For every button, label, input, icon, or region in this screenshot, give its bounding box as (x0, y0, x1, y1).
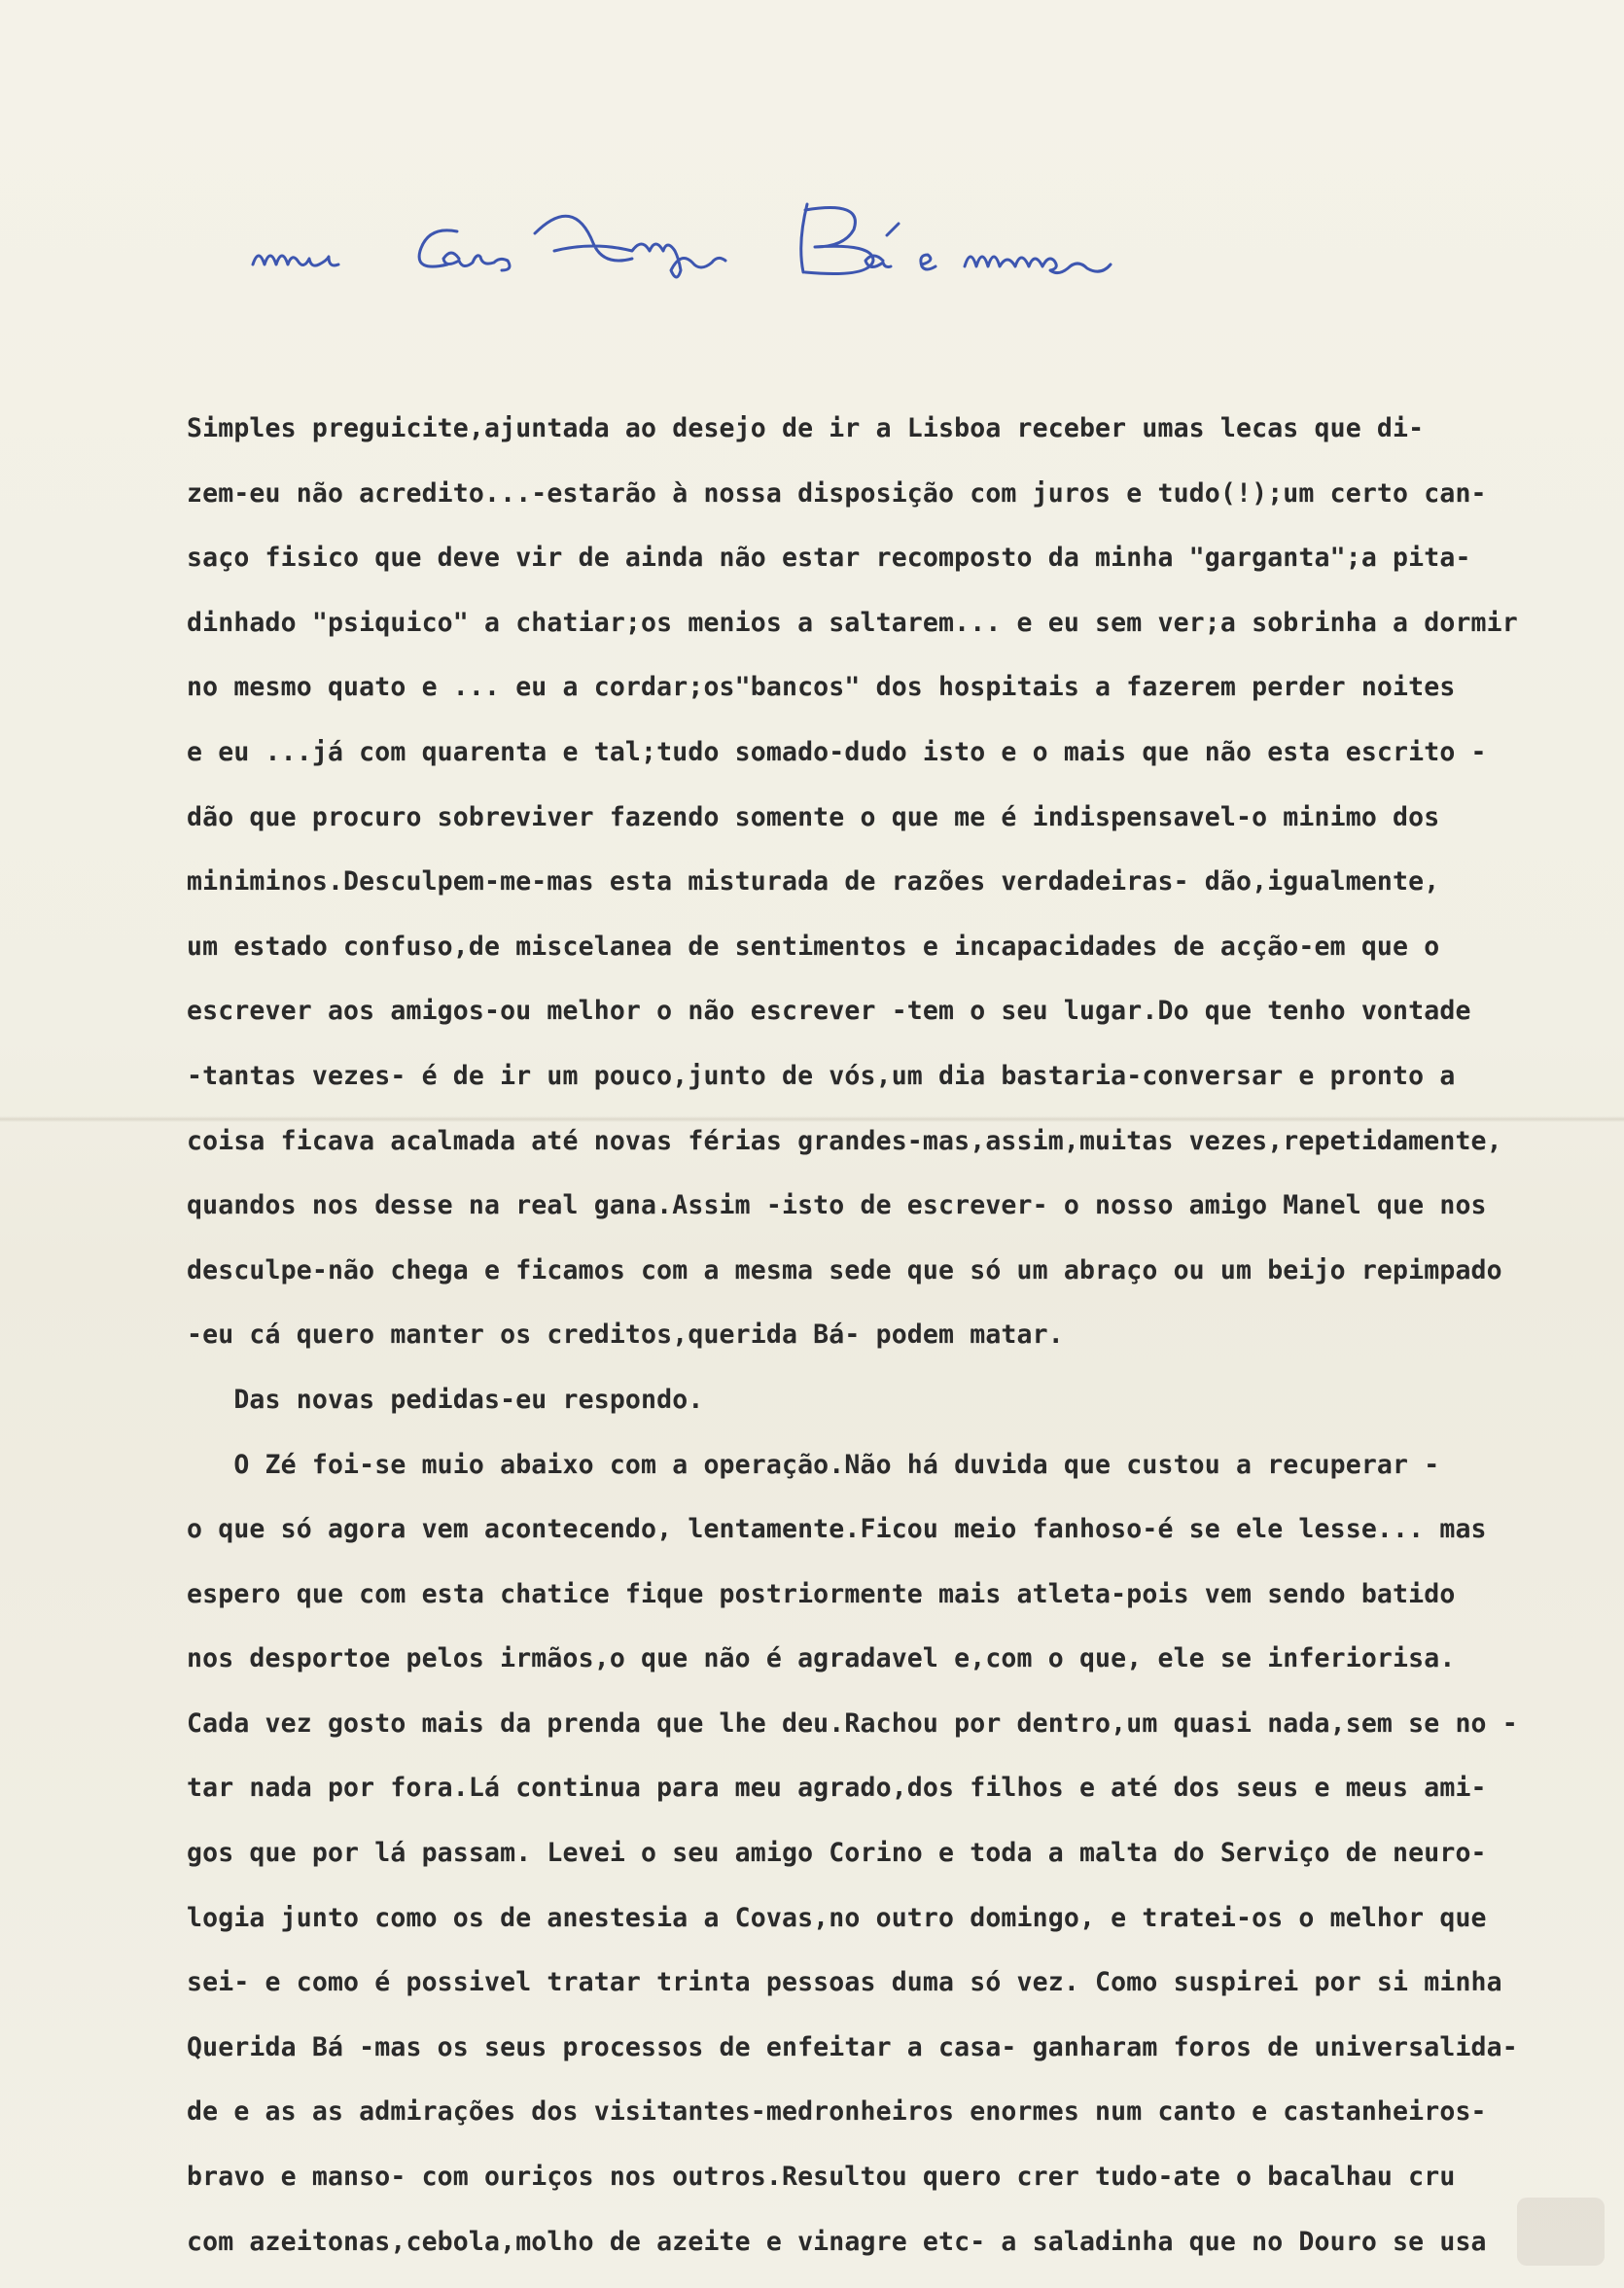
typed-line: nos desportoe pelos irmãos,o que não é agradavel e,com o que, ele se inferiorisa. (187, 1643, 1456, 1674)
typed-line: O Zé foi-se muio abaixo com a operação.Não há duvida que custou a recuperar - (187, 1449, 1440, 1480)
typed-line: bravo e manso- com ouriços nos outros.Resultou quero crer tudo-ate o bacalhau cru (187, 2162, 1456, 2193)
typed-line: miniminos.Desculpem-me-mas esta misturada de razões verdadeiras- dão,igualmente, (187, 866, 1440, 898)
typed-line: dinhado "psiquico" a chatiar;os menios a saltarem... e eu sem ver;a sobrinha a dormir (187, 607, 1518, 638)
typed-line: Querida Bá -mas os seus processos de enfeitar a casa- ganharam foros de universalida- (187, 2031, 1518, 2062)
typed-line: saço fisico que deve vir de ainda não estar recomposto da minha "garganta";a pita- (187, 543, 1471, 574)
typed-line: Das novas pedidas-eu respondo. (187, 1384, 704, 1415)
typed-line: tar nada por fora.Lá continua para meu agrado,dos filhos e até dos seus e meus ami- (187, 1773, 1487, 1804)
typed-line: com azeitonas,cebola,molho de azeite e vinagre etc- a saladinha que no Douro se usa (187, 2226, 1487, 2257)
handwritten-salutation (233, 175, 1478, 301)
typed-line: escrever aos amigos-ou melhor o não escrever -tem o seu lugar.Do que tenho vontade (187, 996, 1471, 1027)
typed-line: e eu ...já com quarenta e tal;tudo somado-dudo isto e o mais que não esta escrito - (187, 736, 1487, 767)
typed-line: sei- e como é possivel tratar trinta pessoas duma só vez. Como suspirei por si minha (187, 1967, 1502, 1998)
typed-line: zem-eu não acredito...-estarão à nossa disposição com juros e tudo(!);um certo can- (187, 477, 1487, 509)
typed-line: Cada vez gosto mais da prenda que lhe deu.Rachou por dentro,um quasi nada,sem se no - (187, 1707, 1518, 1739)
letter-body (187, 409, 1568, 2287)
salutation-handwriting (233, 175, 1478, 301)
typed-line: espero que com esta chatice fique postriormente mais atleta-pois vem sendo batido (187, 1578, 1456, 1609)
typed-line: Simples preguicite,ajuntada ao desejo de ir a Lisboa receber umas lecas que di- (187, 413, 1425, 443)
typed-line: -eu cá quero manter os creditos,querida Bá- podem matar. (187, 1320, 1064, 1351)
typed-line: quandos nos desse na real gana.Assim -isto de escrever- o nosso amigo Manel que nos (187, 1190, 1487, 1221)
typed-line: dão que procuro sobreviver fazendo somente o que me é indispensavel-o minimo dos (187, 801, 1440, 832)
typed-line: de e as as admirações dos visitantes-medronheiros enormes num canto e castanheiros- (187, 2096, 1487, 2128)
typed-line: desculpe-não chega e ficamos com a mesma sede que só um abraço ou um beijo repimpado (187, 1254, 1502, 1285)
typed-line: gos que por lá passam. Levei o seu amigo Corino e toda a malta do Serviço de neuro- (187, 1838, 1487, 1869)
typed-line: um estado confuso,de miscelanea de sentimentos e incapacidades de acção-em que o (187, 931, 1440, 962)
typed-line: o que só agora vem acontecendo, lentamente.Ficou meio fanhoso-é se ele lesse... mas (187, 1514, 1487, 1545)
typed-line: no mesmo quato e ... eu a cordar;os"bancos" dos hospitais a fazerem perder noites (187, 672, 1456, 703)
typed-line: logia junto como os de anestesia a Covas,no outro domingo, e tratei-os o melhor que (187, 1902, 1487, 1933)
typed-line: coisa ficava acalmada até novas férias grandes-mas,assim,muitas vezes,repetidamente, (187, 1125, 1502, 1156)
typed-line: -tantas vezes- é de ir um pouco,junto de vós,um dia bastaria-conversar e pronto a (187, 1060, 1456, 1091)
